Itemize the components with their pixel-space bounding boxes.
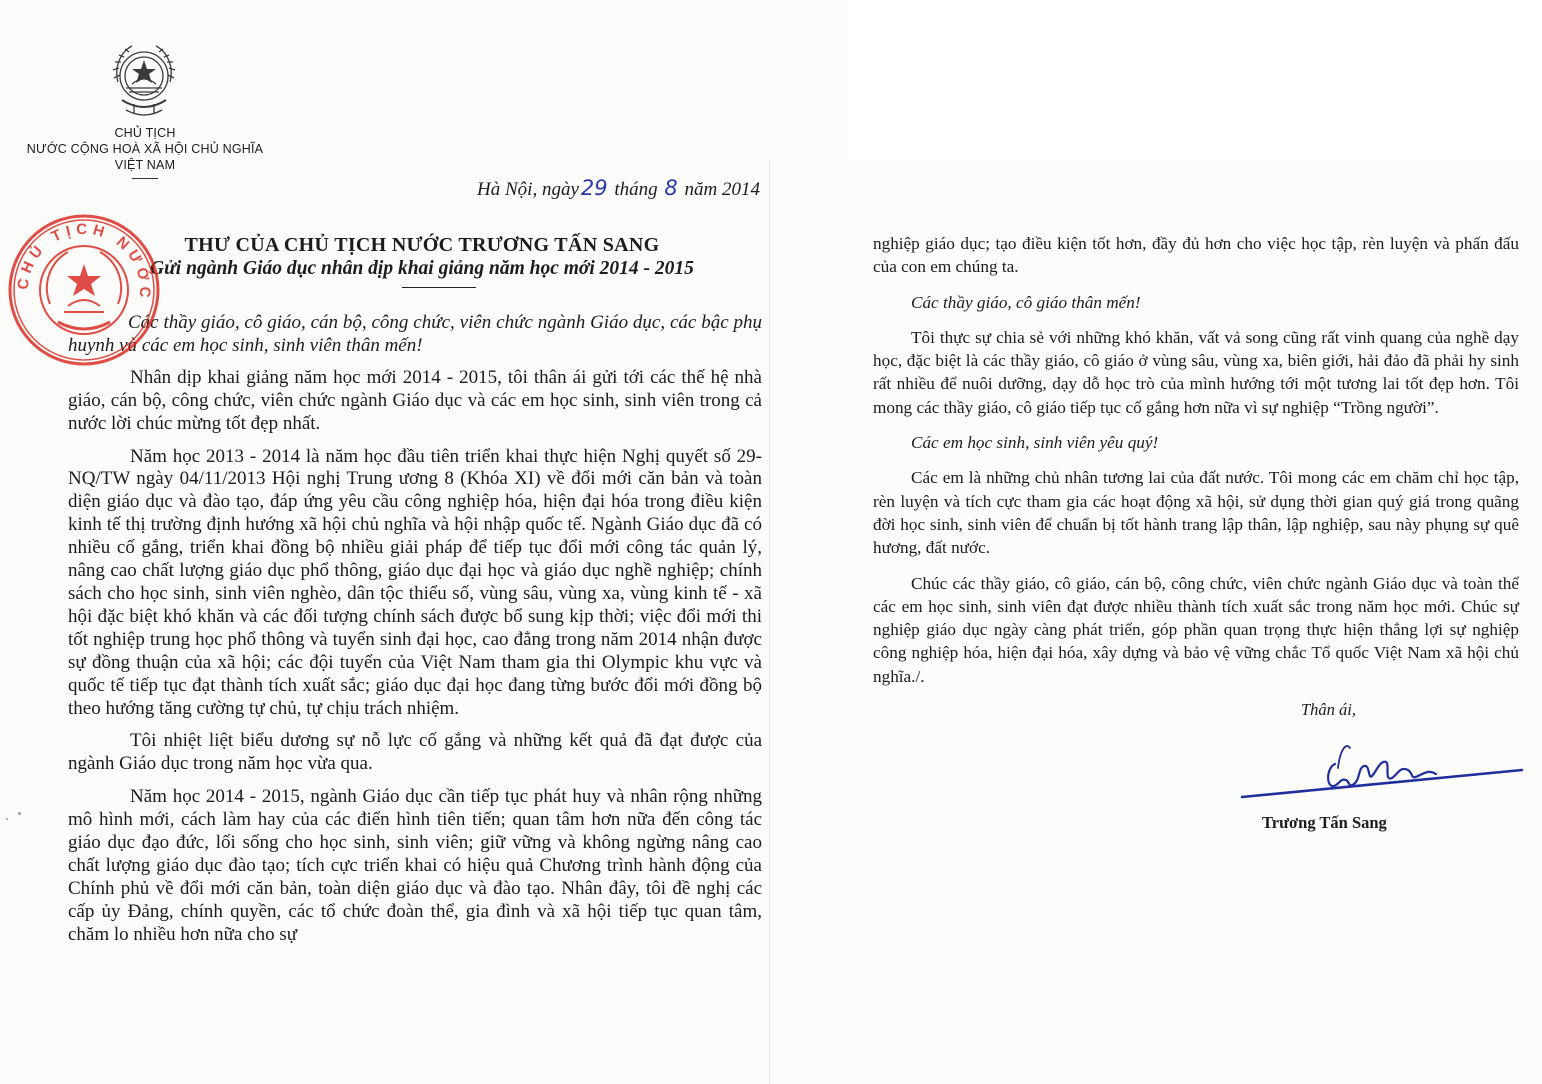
scan-speck: [18, 812, 21, 815]
body-paragraph: Nhân dịp khai giảng năm học mới 2014 - 2015, tôi thân ái gửi tới các thế hệ nhà giáo, cán bộ, công chức, viên chức ngành Giáo dục và các em học sinh, sinh viên trong cả nước lời chúc mừng tốt đẹp nhất.: [68, 366, 762, 434]
red-seal-stamp: [6, 212, 162, 368]
subtitle-underline: [402, 287, 476, 288]
letter-page-2: [769, 160, 1542, 1084]
body-paragraph-continued: nghiệp giáo dục; tạo điều kiện tốt hơn, đầy đủ hơn cho việc học tập, rèn luyện và phấn đấu của con em chúng ta.: [873, 234, 1519, 277]
date-prefix: Hà Nội, ngày: [477, 179, 579, 200]
date-day: 29: [580, 176, 608, 200]
greeting-paragraph: Các thầy giáo, cô giáo, cán bộ, công chức, viên chức ngành Giáo dục, các bậc phụ huynh và các em học sinh, sinh viên thân mến!: [68, 312, 762, 356]
header-line-country: NƯỚC CỘNG HOÀ XÃ HỘI CHỦ NGHĨA: [26, 142, 264, 156]
header-line-vietnam: VIỆT NAM: [114, 158, 176, 172]
body-paragraph: Năm học 2014 - 2015, ngành Giáo dục cần tiếp tục phát huy và nhân rộng những mô hình mới, cách làm hay của các điển hình tiên tiến; quan tâm hơn nữa đến công tác giáo dục đạo đức, lối sống cho học sinh, sinh viên; giữ vững và không ngừng nâng cao chất lượng giáo dục đào tạo; tích cực triển khai có hiệu quả Chương trình hành động của Chính phủ về đổi mới căn bản, toàn diện giáo dục và đào tạo. Nhân đây, tôi đề nghị các cấp ủy Đảng, chính quyền, các tổ chức đoàn thể, gia đình và xã hội tiếp tục quan tâm, chăm lo nhiều hơn nữa cho sự: [68, 786, 762, 945]
letter-body-page-2: [873, 232, 1519, 700]
body-paragraph: Năm học 2013 - 2014 là năm học đầu tiên triển khai thực hiện Nghị quyết số 29-NQ/TW ngày 04/11/2013 Hội nghị Trung ương 8 (Khóa XI) về đổi mới căn bản và toàn diện giáo dục và đào tạo, đáp ứng yêu cầu công nghiệp hóa, hiện đại hóa trong điều kiện kinh tế thị trường định hướng xã hội chủ nghĩa và hội nhập quốc tế. Ngành Giáo dục đã có nhiều cố gắng, triển khai đồng bộ nhiều giải pháp để tiếp tục đổi mới công tác quản lý, nâng cao chất lượng giáo dục phổ thông, giáo dục đại học và giáo dục nghề nghiệp; chính sách cho học sinh, sinh viên nghèo, dân tộc thiểu số, vùng sâu, vùng xa, vùng kinh tế - xã hội đặc biệt khó khăn và các đối tượng chính sách được bổ sung kịp thời; việc đổi mới thi tốt nghiệp trung học phổ thông và tuyển sinh đại học, cao đẳng trong năm 2014 nhận được sự đồng thuận của xã hội; các đội tuyển của Việt Nam tham gia thi Olympic khu vực và quốc tế tiếp tục đạt thành tích xuất sắc; giáo dục đại học đang từng bước đổi mới đồng bộ theo hướng tăng cường tự chủ, tự chịu trách nhiệm.: [68, 445, 762, 719]
date-month-word: tháng: [614, 179, 658, 200]
date-line: [477, 176, 760, 201]
letter-subtitle: Gửi ngành Giáo dục nhân dịp khai giảng năm học mới 2014 - 2015: [150, 258, 694, 279]
header-line-president: CHỦ TỊCH: [114, 126, 176, 140]
body-paragraph: Chúc các thầy giáo, cô giáo, cán bộ, công chức, viên chức ngành Giáo dục và toàn thể các em học sinh, sinh viên đạt được nhiều thành tích xuất sắc trong năm học mới. Chúc sự nghiệp giáo dục ngày càng phát triển, góp phần quan trọng thực hiện thắng lợi sự nghiệp công nghiệp hóa, hiện đại hóa, xây dựng và bảo vệ vững chắc Tổ quốc Việt Nam xã hội chủ nghĩa./.: [873, 573, 1519, 686]
date-month: 8: [664, 176, 678, 200]
national-emblem-icon: [96, 38, 192, 126]
seal-text: CHỦ TỊCH NƯỚC: [14, 220, 154, 304]
scan-speck: [6, 818, 8, 820]
date-year: năm 2014: [684, 179, 760, 200]
body-paragraph: Các em là những chủ nhân tương lai của đất nước. Tôi mong các em chăm chỉ học tập, rèn luyện và tích cực tham gia các hoạt động xã hội, sử dụng thời gian quý giá trong quãng đời học sinh, sinh viên để chuẩn bị tốt hành trang lập thân, lập nghiệp, sau này phụng sự quê hương, đất nước.: [873, 468, 1519, 558]
greeting-students: Các em học sinh, sinh viên yêu quý!: [911, 433, 1159, 453]
body-paragraph: Tôi nhiệt liệt biểu dương sự nỗ lực cố gắng và những kết quả đã đạt được của ngành Giáo dục trong năm học vừa qua.: [68, 730, 762, 775]
signer-name: Trương Tấn Sang: [1262, 813, 1387, 832]
letter-body-page-1: [68, 312, 762, 957]
header-divider: [132, 178, 158, 179]
greeting-teachers: Các thầy giáo, cô giáo thân mến!: [911, 292, 1141, 312]
closing-salutation: Thân ái,: [1301, 700, 1357, 719]
letter-title: THƯ CỦA CHỦ TỊCH NƯỚC TRƯƠNG TẤN SANG: [184, 234, 660, 256]
body-paragraph: Tôi thực sự chia sẻ với những khó khăn, vất vả song cũng rất vinh quang của nghề dạy học, đặc biệt là các thầy giáo, cô giáo ở vùng sâu, vùng xa, biên giới, hải đảo đã phải hy sinh rất nhiều để nuôi dưỡng, dạy dỗ học trò của mình hướng tới một tương lai tốt đẹp hơn. Tôi mong các thầy giáo, cô giáo tiếp tục cố gắng hơn nữa vì sự nghiệp “Trồng người”.: [873, 327, 1519, 417]
handwritten-signature: [1230, 730, 1530, 810]
